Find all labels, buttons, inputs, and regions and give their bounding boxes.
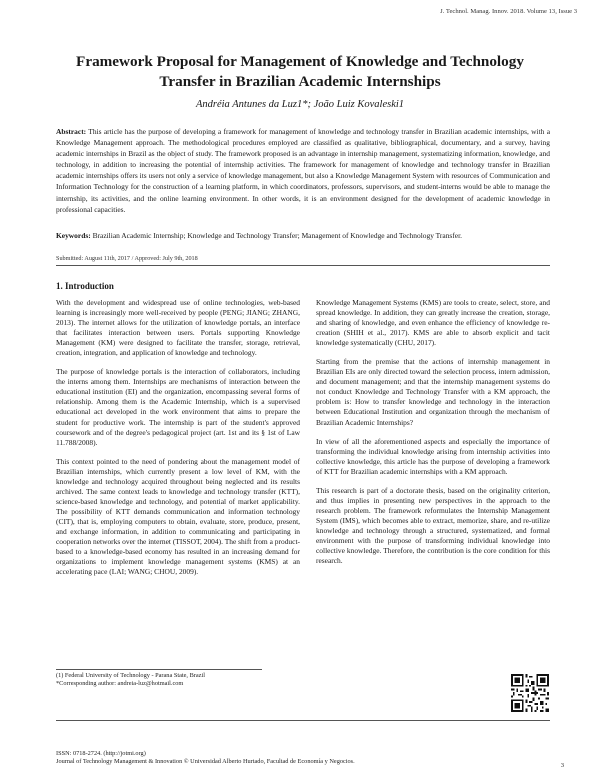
paragraph: Starting from the premise that the actions of internship management in Brazilian EIs are only directed toward the selection process, intern admission, and document management; and that the internship management systems do not conduct Knowledge and Technology Transfer with a KM approach, the problem is: How to transfer knowledge and technology in the interaction between Educational Institution and organization through the mechanism of Brazilian Academic Internships? [316, 357, 550, 427]
footnote-corresponding: *Corresponding author: andreia-luz@hotmail.com [56, 680, 184, 688]
left-column [56, 298, 300, 586]
right-column [316, 298, 550, 575]
paragraph: This context pointed to the need of pondering about the management model of Brazilian internships, which currently present a low level of KM, with the knowledge and technology acquired throughout being neglected and its results archived. The same context leads to knowledge and technology transfer (KTT), science-based knowledge and technology, and potential of market applicability. The possibility of KTT demands communication and information technology (CIT), that is, employing computers to obtain, evaluate, store, produce, present, and exchange information, in addition to communicating and participating in cooperation networks over the internet (TISSOT, 2004). The shift from a product-based to a knowledge-based economy has resulted in an increasing demand for organizations to implement knowledge management systems (KMS) at an accelerating pace (LAI; WANG; CHOU, 2009). [56, 456, 300, 577]
footnotes [56, 672, 205, 689]
footnote-affiliation: (1) Federal University of Technology - Parana State, Brazil [56, 672, 205, 679]
paragraph: This research is part of a doctorate thesis, based on the originality criterion, and thus implies in presenting new perspectives in the approach to the research problem. The framework reformulates the Internship Management System (IMS), which becomes able to extract, memorize, share, and re-utilize knowledge and technology through a structured, systematized, and formal environment with the purpose of transforming individual knowledge into collective knowledge. Therefore, the contribution is the core condition for this research. [316, 485, 550, 566]
footer-divider [56, 720, 550, 721]
abstract [56, 126, 550, 215]
article-title-line-2: Transfer in Brazilian Academic Internships [159, 73, 441, 90]
keywords-label: Keywords: [56, 231, 91, 240]
article-title-line-1: Framework Proposal for Management of Knowledge and Technology [76, 53, 524, 70]
abstract-label: Abstract: [56, 127, 87, 136]
header-divider [56, 265, 550, 266]
article-authors: Andréia Antunes da Luz1*; João Luiz Kovaleski1 [195, 99, 405, 110]
qr-code-icon [511, 674, 549, 712]
paragraph: With the development and widespread use of online technologies, web-based learning is increasingly more well-received by people (PENG; JIANG; ZHANG, 2013). The internet allows for the utilization of knowledge portals, an interface that facilitates interaction between users. Portals supporting Knowledge Management (KM) were designed to facilitate the transfer, storage, retrieval, creation, integration, and application of knowledge and technology. [56, 298, 300, 358]
page-number: 3 [560, 762, 564, 769]
paragraph: Knowledge Management Systems (KMS) are tools to create, select, store, and spread knowledge. In addition, they can greatly increase the creation, storage, and sharing of knowledge, and even enhance the efficiency of knowledge re-creation (SHIH et al., 2017). KMS are able to absorb explicit and tacit knowledge systematically (CHU, 2017). [316, 298, 550, 348]
keywords-text: Brazilian Academic Internship; Knowledge and Technology Transfer; Management of Knowledge and Technology Transfer. [90, 231, 463, 240]
abstract-text: This article has the purpose of developing a framework for management of knowledge and technology transfer in Brazilian academic internships, with a Knowledge Management approach. The methodological procedures employed are classified as qualitative, bibliographical, documentary, and a survey, having academic internships in Brazil as the object of study. The framework proposed is an advantage in internship management, systematizing information, knowledge, and technology, in addition to increasing the potential of internship activities. The framework for management of knowledge and technology transfer in Brazilian academic internships offers its users not only a service of knowledge management, but also a Knowledge Management System with resources of Communication and Information Technology for the construction of a learning platform, in which coordinators, professors, supervisors, and student-interns would be able to manage the internship, its activities, and the online learning environment. In other words, it is an environment designed for the development of academic knowledge in professional capacities. [56, 127, 550, 214]
footnote-divider [56, 669, 262, 670]
article-title [40, 52, 560, 92]
section-heading: 1. Introduction [56, 281, 114, 291]
running-header: J. Technol. Manag. Innov. 2018. Volume 13, Issue 3 [440, 8, 577, 15]
keywords [56, 231, 550, 241]
footer-journal: Journal of Technology Management & Innovation © Universidad Alberto Hurtado, Facultad de Economía y Negocios. [56, 758, 355, 766]
footer-issn: ISSN: 0718-2724. (http://jotmi.org) [56, 750, 146, 757]
footer [56, 750, 355, 767]
paragraph: The purpose of knowledge portals is the interaction of collaborators, including the interns among them. Internships are mechanisms of interaction between the educational institution (EI) and the organization, encompassing several forms of relationship. Among them is the Academic Internship, which is a supervised educational act developed in the work environment that aims to prepare the student for productive work. The internship is part of the student's approved coursework and of the degree's pedagogical project (art. 1st and its § 1st of Law 11.788/2008). [56, 367, 300, 447]
paragraph: In view of all the aforementioned aspects and especially the importance of transforming the individual knowledge arising from internship activities into collective knowledge, this article has the purpose of developing a framework of KTT for Brazilian academic internships with a KM approach. [316, 436, 550, 476]
submission-dates: Submitted: August 11th, 2017 / Approved: July 9th, 2018 [56, 255, 198, 262]
